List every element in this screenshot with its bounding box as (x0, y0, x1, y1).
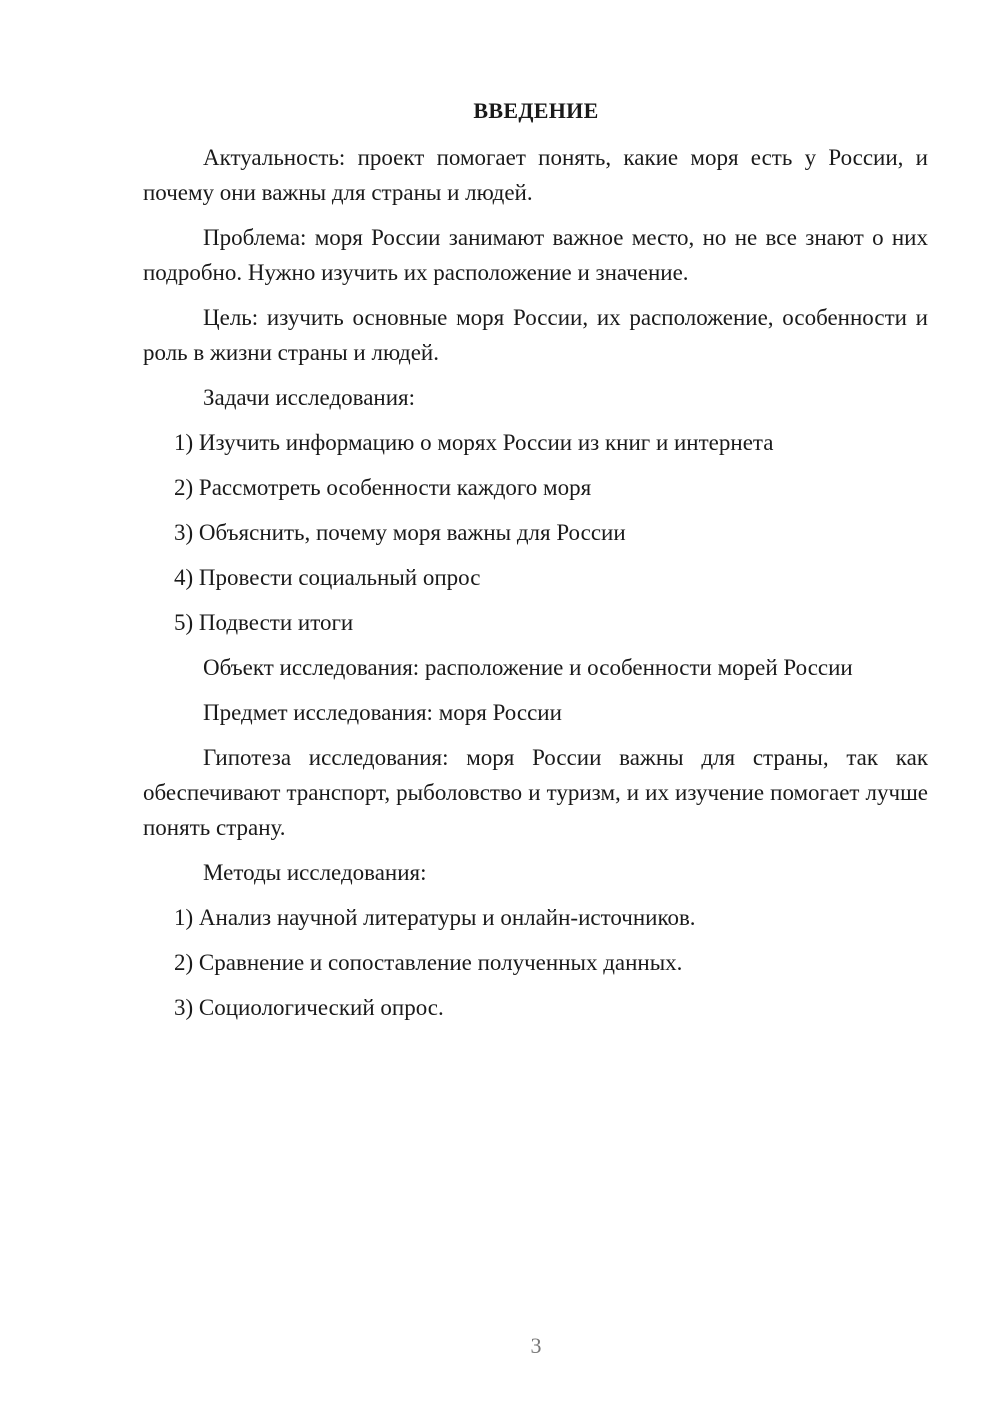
object-paragraph: Объект исследования: расположение и особенности морей России (203, 655, 853, 680)
section-heading: ВВЕДЕНИЕ (473, 98, 599, 123)
methods-list (143, 900, 928, 1025)
page-number: 3 (530, 1333, 542, 1358)
list-item: 4) Провести социальный опрос (174, 565, 481, 590)
list-item: 1) Изучить информацию о морях России из книг и интернета (174, 430, 774, 455)
relevance-paragraph: Актуальность: проект помогает понять, какие моря есть у России, и почему они важны для страны и людей. (143, 145, 928, 205)
list-item: 1) Анализ научной литературы и онлайн-источников. (174, 905, 696, 930)
hypothesis-paragraph: Гипотеза исследования: моря России важны для страны, так как обеспечивают транспорт, рыболовство и туризм, и их изучение помогает лучше понять страну. (143, 745, 928, 840)
tasks-title: Задачи исследования: (203, 385, 416, 410)
problem-paragraph: Проблема: моря России занимают важное место, но не все знают о них подробно. Нужно изучить их расположение и значение. (143, 225, 928, 285)
goal-paragraph: Цель: изучить основные моря России, их расположение, особенности и роль в жизни страны и людей. (143, 305, 928, 365)
tasks-list (143, 425, 928, 640)
list-item: 2) Сравнение и сопоставление полученных данных. (174, 950, 683, 975)
subject-paragraph: Предмет исследования: моря России (203, 700, 562, 725)
list-item: 5) Подвести итоги (174, 610, 354, 635)
methods-title: Методы исследования: (203, 860, 427, 885)
list-item: 3) Объяснить, почему моря важны для России (174, 520, 626, 545)
list-item: 2) Рассмотреть особенности каждого моря (174, 475, 592, 500)
page-content (143, 140, 928, 1035)
list-item: 3) Социологический опрос. (174, 995, 444, 1020)
